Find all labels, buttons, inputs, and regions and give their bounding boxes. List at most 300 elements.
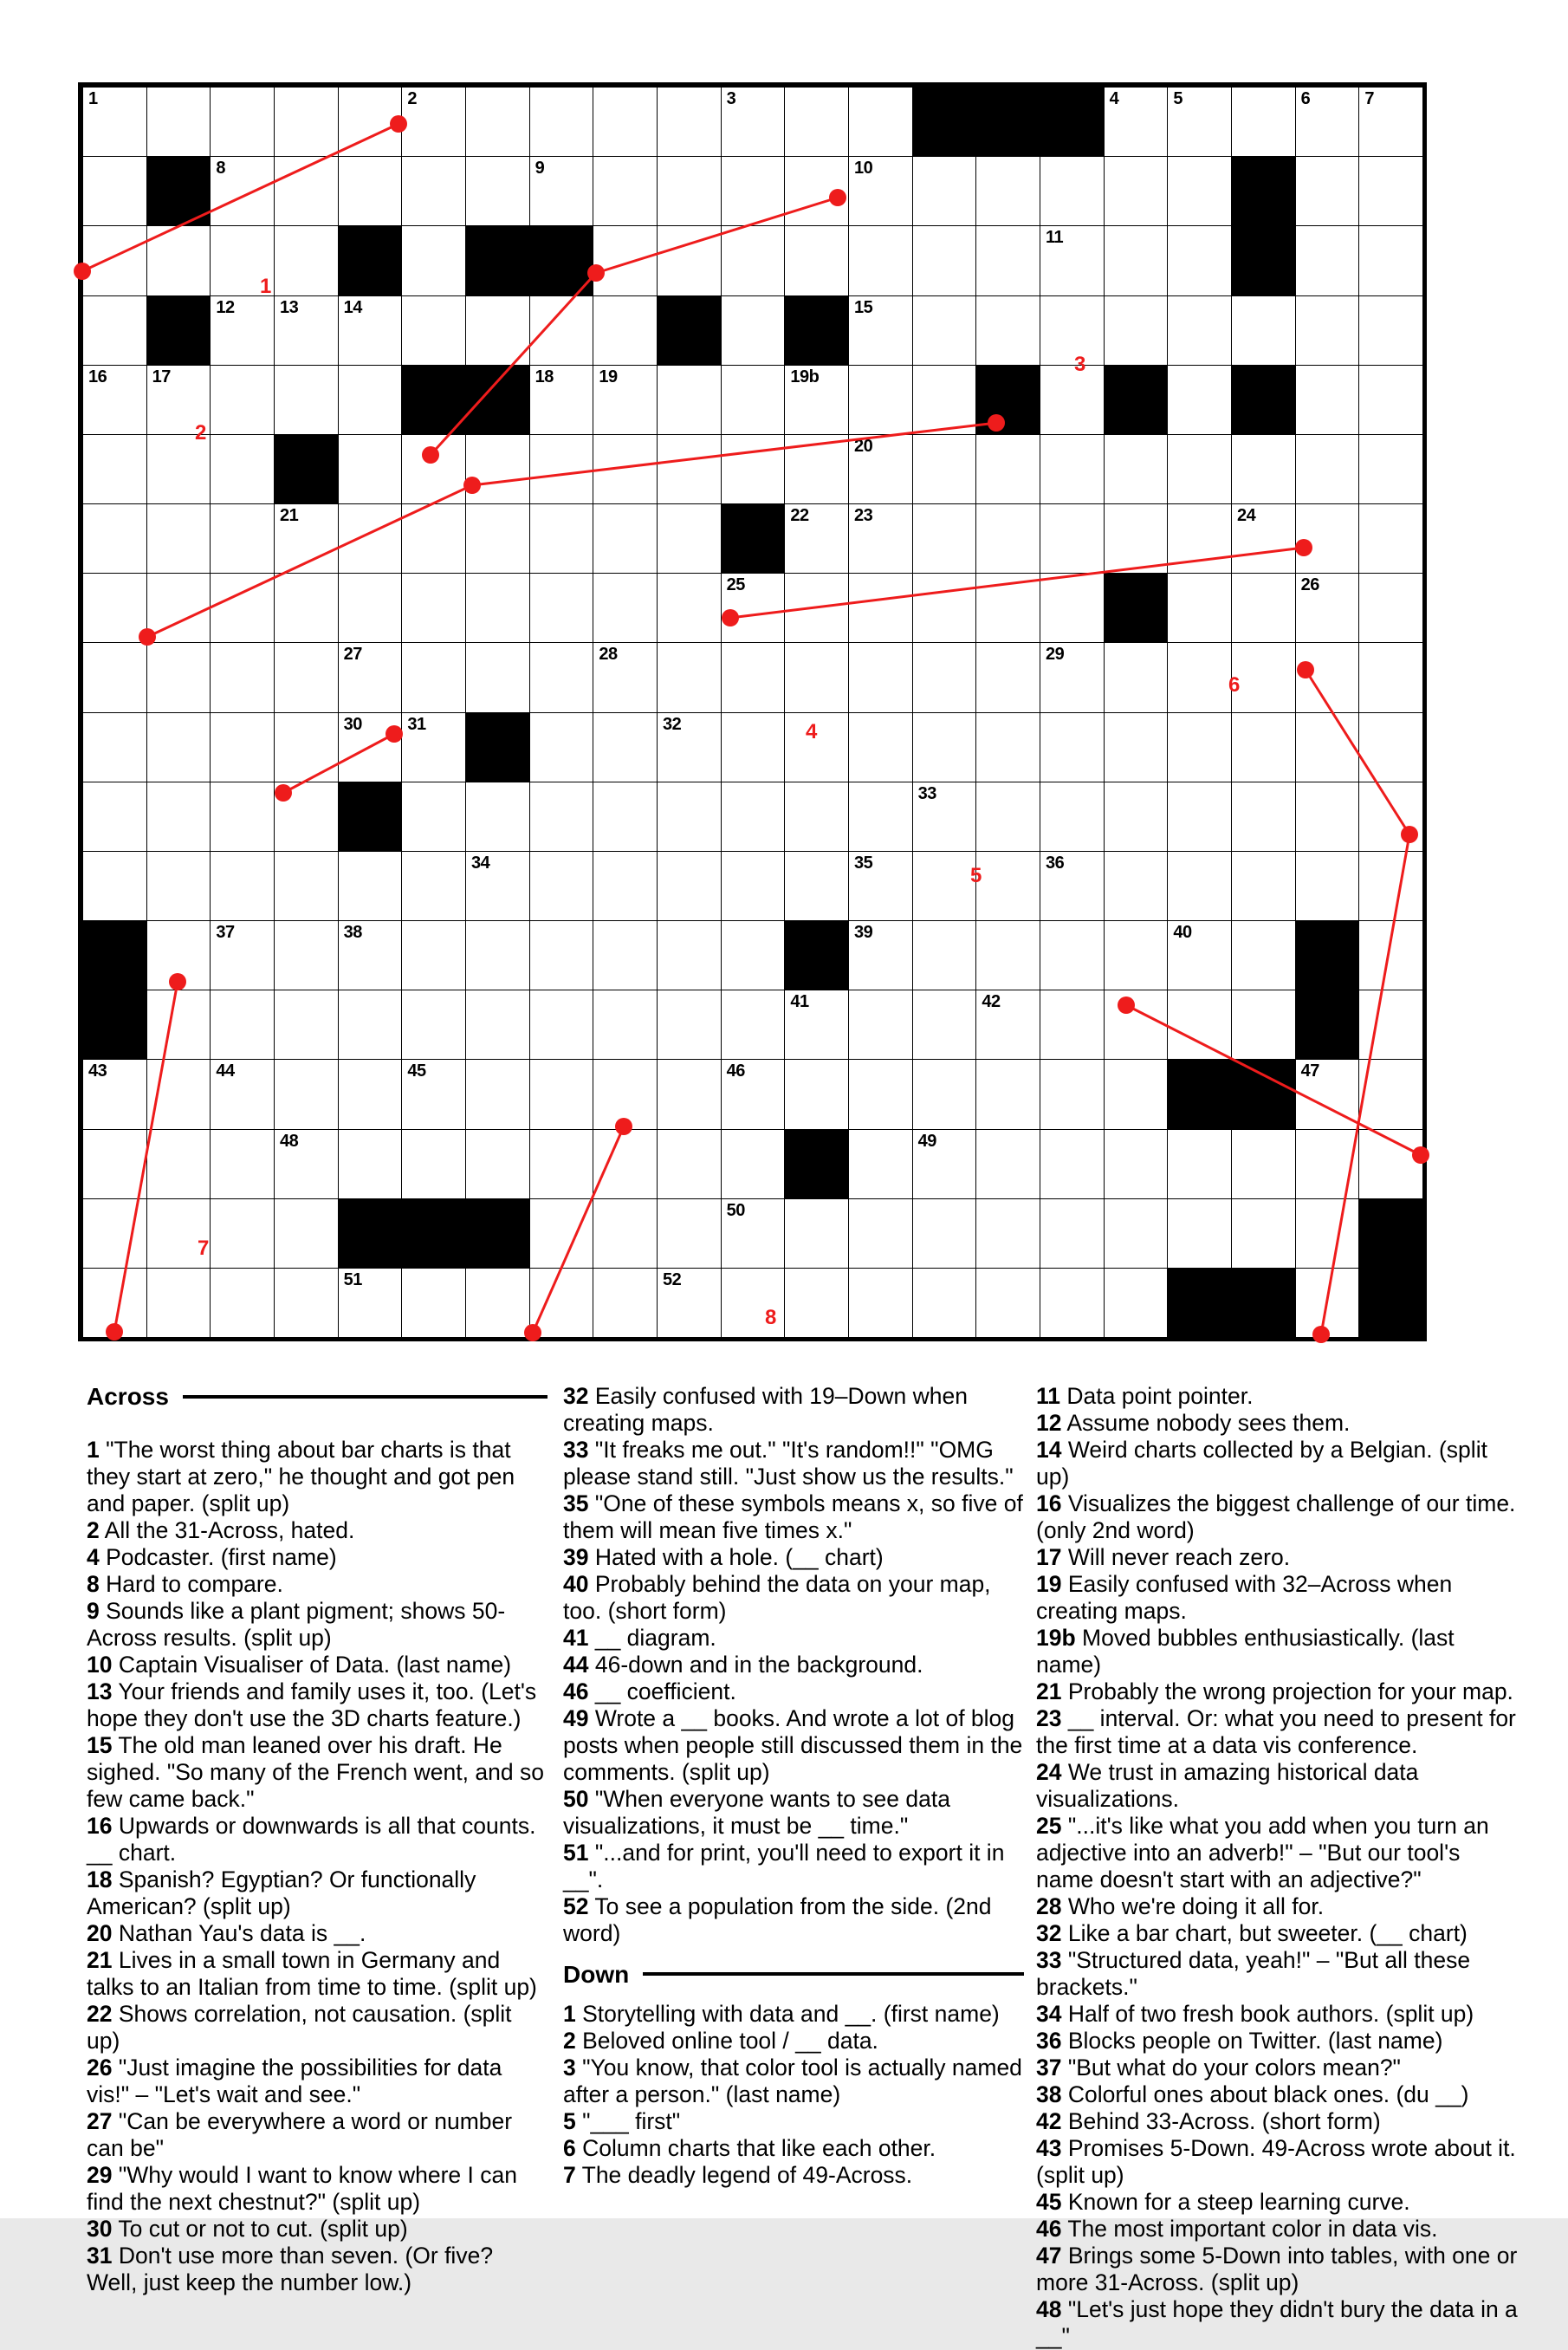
grid-cell[interactable] [210,1268,275,1339]
grid-cell[interactable] [274,1059,339,1130]
grid-cell[interactable] [1167,1129,1232,1200]
grid-cell[interactable] [1167,712,1232,783]
grid-cell[interactable] [338,1268,403,1339]
grid-cell[interactable] [401,782,466,853]
grid-cell[interactable] [1167,573,1232,644]
grid-cell[interactable] [848,295,913,367]
grid-cell[interactable] [1040,573,1105,644]
grid-cell[interactable] [1358,1129,1423,1200]
grid-cell[interactable] [593,225,658,296]
grid-cell[interactable] [1104,434,1169,505]
grid-cell[interactable] [975,1129,1040,1200]
grid-cell[interactable] [1231,573,1296,644]
grid-cell[interactable] [82,434,147,505]
grid-cell[interactable] [465,434,530,505]
grid-cell[interactable] [657,573,722,644]
grid-cell[interactable] [82,1129,147,1200]
grid-cell[interactable] [1231,712,1296,783]
grid-cell[interactable] [401,156,466,227]
grid-cell[interactable] [210,642,275,713]
grid-cell[interactable] [529,642,594,713]
grid-cell[interactable] [657,712,722,783]
grid-cell[interactable] [210,1129,275,1200]
grid-cell[interactable] [338,990,403,1061]
grid-cell[interactable] [657,225,722,296]
grid-cell[interactable] [274,782,339,853]
grid-cell[interactable] [274,712,339,783]
grid-cell[interactable] [1231,295,1296,367]
grid-cell[interactable] [1231,1198,1296,1269]
grid-cell[interactable] [1167,156,1232,227]
grid-cell[interactable] [529,1268,594,1339]
grid-cell[interactable] [593,365,658,436]
grid-cell[interactable] [1358,503,1423,575]
grid-cell[interactable] [210,156,275,227]
grid-cell[interactable] [1358,1059,1423,1130]
grid-cell[interactable] [721,156,786,227]
grid-cell[interactable] [593,156,658,227]
grid-cell[interactable] [1040,712,1105,783]
grid-cell[interactable] [1104,156,1169,227]
grid-cell[interactable] [401,851,466,922]
grid-cell[interactable] [721,712,786,783]
grid-cell[interactable] [784,503,849,575]
grid-cell[interactable] [784,782,849,853]
grid-cell[interactable] [274,990,339,1061]
grid-cell[interactable] [338,503,403,575]
grid-cell[interactable] [975,642,1040,713]
grid-cell[interactable] [274,503,339,575]
grid-cell[interactable] [1104,712,1169,783]
grid-cell[interactable] [593,642,658,713]
grid-cell[interactable] [912,503,977,575]
grid-cell[interactable] [529,434,594,505]
grid-cell[interactable] [721,642,786,713]
grid-cell[interactable] [912,990,977,1061]
grid-cell[interactable] [848,503,913,575]
grid-cell[interactable] [146,434,211,505]
grid-cell[interactable] [721,851,786,922]
grid-cell[interactable] [146,712,211,783]
grid-cell[interactable] [338,712,403,783]
grid-cell[interactable] [721,87,786,158]
grid-cell[interactable] [210,1198,275,1269]
grid-cell[interactable] [1295,573,1360,644]
grid-cell[interactable] [593,295,658,367]
grid-cell[interactable] [401,295,466,367]
grid-cell[interactable] [82,782,147,853]
grid-cell[interactable] [465,990,530,1061]
grid-cell[interactable] [1295,1198,1360,1269]
grid-cell[interactable] [848,365,913,436]
grid-cell[interactable] [784,1059,849,1130]
grid-cell[interactable] [529,1059,594,1130]
grid-cell[interactable] [784,642,849,713]
grid-cell[interactable] [848,642,913,713]
grid-cell[interactable] [1104,920,1169,991]
grid-cell[interactable] [1167,87,1232,158]
grid-cell[interactable] [975,573,1040,644]
grid-cell[interactable] [465,920,530,991]
grid-cell[interactable] [784,87,849,158]
grid-cell[interactable] [1167,920,1232,991]
grid-cell[interactable] [210,782,275,853]
grid-cell[interactable] [274,1129,339,1200]
grid-cell[interactable] [146,1129,211,1200]
grid-cell[interactable] [975,1059,1040,1130]
grid-cell[interactable] [912,156,977,227]
grid-cell[interactable] [1358,920,1423,991]
grid-cell[interactable] [912,642,977,713]
grid-cell[interactable] [274,156,339,227]
grid-cell[interactable] [338,851,403,922]
grid-cell[interactable] [338,87,403,158]
grid-cell[interactable] [210,920,275,991]
grid-cell[interactable] [338,642,403,713]
grid-cell[interactable] [593,1129,658,1200]
grid-cell[interactable] [274,1268,339,1339]
grid-cell[interactable] [657,1129,722,1200]
grid-cell[interactable] [82,503,147,575]
grid-cell[interactable] [1295,1129,1360,1200]
grid-cell[interactable] [721,990,786,1061]
grid-cell[interactable] [82,712,147,783]
grid-cell[interactable] [975,434,1040,505]
grid-cell[interactable] [1104,642,1169,713]
grid-cell[interactable] [82,1059,147,1130]
grid-cell[interactable] [1104,87,1169,158]
grid-cell[interactable] [1295,642,1360,713]
grid-cell[interactable] [529,573,594,644]
grid-cell[interactable] [465,1059,530,1130]
grid-cell[interactable] [338,1059,403,1130]
grid-cell[interactable] [82,156,147,227]
grid-cell[interactable] [1167,295,1232,367]
grid-cell[interactable] [657,1059,722,1130]
grid-cell[interactable] [1295,156,1360,227]
grid-cell[interactable] [1167,642,1232,713]
grid-cell[interactable] [593,990,658,1061]
grid-cell[interactable] [848,712,913,783]
grid-cell[interactable] [657,365,722,436]
grid-cell[interactable] [1040,920,1105,991]
grid-cell[interactable] [657,87,722,158]
grid-cell[interactable] [465,1129,530,1200]
grid-cell[interactable] [82,642,147,713]
grid-cell[interactable] [1040,225,1105,296]
grid-cell[interactable] [465,295,530,367]
grid-cell[interactable] [975,1198,1040,1269]
grid-cell[interactable] [1167,225,1232,296]
grid-cell[interactable] [146,990,211,1061]
grid-cell[interactable] [1358,712,1423,783]
grid-cell[interactable] [657,1268,722,1339]
grid-cell[interactable] [1167,503,1232,575]
grid-cell[interactable] [274,1198,339,1269]
grid-cell[interactable] [82,225,147,296]
grid-cell[interactable] [721,1129,786,1200]
grid-cell[interactable] [146,225,211,296]
grid-cell[interactable] [1167,990,1232,1061]
grid-cell[interactable] [1104,1059,1169,1130]
grid-cell[interactable] [1295,87,1360,158]
grid-cell[interactable] [975,782,1040,853]
grid-cell[interactable] [1358,851,1423,922]
grid-cell[interactable] [1167,1198,1232,1269]
grid-cell[interactable] [1231,87,1296,158]
grid-cell[interactable] [975,920,1040,991]
grid-cell[interactable] [784,573,849,644]
grid-cell[interactable] [1295,1268,1360,1339]
grid-cell[interactable] [338,295,403,367]
grid-cell[interactable] [401,920,466,991]
grid-cell[interactable] [1167,782,1232,853]
grid-cell[interactable] [784,851,849,922]
grid-cell[interactable] [1231,434,1296,505]
grid-cell[interactable] [401,573,466,644]
grid-cell[interactable] [1167,365,1232,436]
grid-cell[interactable] [848,156,913,227]
grid-cell[interactable] [338,573,403,644]
grid-cell[interactable] [784,434,849,505]
grid-cell[interactable] [784,1198,849,1269]
grid-cell[interactable] [912,712,977,783]
grid-cell[interactable] [721,920,786,991]
grid-cell[interactable] [848,851,913,922]
grid-cell[interactable] [529,1129,594,1200]
grid-cell[interactable] [721,225,786,296]
grid-cell[interactable] [274,573,339,644]
grid-cell[interactable] [401,503,466,575]
grid-cell[interactable] [975,295,1040,367]
grid-cell[interactable] [210,712,275,783]
grid-cell[interactable] [146,851,211,922]
grid-cell[interactable] [1295,851,1360,922]
grid-cell[interactable] [274,851,339,922]
grid-cell[interactable] [975,156,1040,227]
grid-cell[interactable] [82,295,147,367]
grid-cell[interactable] [401,1059,466,1130]
grid-cell[interactable] [1358,642,1423,713]
grid-cell[interactable] [1231,920,1296,991]
grid-cell[interactable] [401,1129,466,1200]
grid-cell[interactable] [146,87,211,158]
grid-cell[interactable] [1167,851,1232,922]
grid-cell[interactable] [657,920,722,991]
grid-cell[interactable] [657,782,722,853]
grid-cell[interactable] [529,712,594,783]
grid-cell[interactable] [465,87,530,158]
grid-cell[interactable] [975,712,1040,783]
grid-cell[interactable] [912,434,977,505]
grid-cell[interactable] [593,1268,658,1339]
grid-cell[interactable] [465,782,530,853]
grid-cell[interactable] [975,503,1040,575]
grid-cell[interactable] [146,1198,211,1269]
grid-cell[interactable] [338,434,403,505]
grid-cell[interactable] [784,990,849,1061]
grid-cell[interactable] [401,225,466,296]
grid-cell[interactable] [210,503,275,575]
grid-cell[interactable] [146,782,211,853]
grid-cell[interactable] [1040,365,1105,436]
grid-cell[interactable] [721,1059,786,1130]
grid-cell[interactable] [1040,295,1105,367]
grid-cell[interactable] [529,851,594,922]
grid-cell[interactable] [210,573,275,644]
grid-cell[interactable] [1040,1268,1105,1339]
grid-cell[interactable] [1295,225,1360,296]
grid-cell[interactable] [1231,503,1296,575]
grid-cell[interactable] [1104,1198,1169,1269]
grid-cell[interactable] [338,1129,403,1200]
grid-cell[interactable] [82,573,147,644]
grid-cell[interactable] [1358,295,1423,367]
grid-cell[interactable] [657,156,722,227]
grid-cell[interactable] [1040,1198,1105,1269]
grid-cell[interactable] [1104,1268,1169,1339]
grid-cell[interactable] [465,503,530,575]
grid-cell[interactable] [912,1129,977,1200]
grid-cell[interactable] [1040,1129,1105,1200]
grid-cell[interactable] [912,573,977,644]
grid-cell[interactable] [529,156,594,227]
grid-cell[interactable] [274,225,339,296]
grid-cell[interactable] [529,295,594,367]
grid-cell[interactable] [146,920,211,991]
grid-cell[interactable] [146,642,211,713]
grid-cell[interactable] [593,434,658,505]
grid-cell[interactable] [593,712,658,783]
grid-cell[interactable] [1040,782,1105,853]
grid-cell[interactable] [721,434,786,505]
grid-cell[interactable] [912,295,977,367]
grid-cell[interactable] [465,156,530,227]
grid-cell[interactable] [1040,1059,1105,1130]
grid-cell[interactable] [975,990,1040,1061]
grid-cell[interactable] [401,1268,466,1339]
grid-cell[interactable] [82,1268,147,1339]
grid-cell[interactable] [529,365,594,436]
grid-cell[interactable] [721,782,786,853]
grid-cell[interactable] [721,365,786,436]
grid-cell[interactable] [82,87,147,158]
grid-cell[interactable] [210,1059,275,1130]
grid-cell[interactable] [848,1129,913,1200]
grid-cell[interactable] [82,365,147,436]
grid-cell[interactable] [146,1059,211,1130]
grid-cell[interactable] [912,365,977,436]
grid-cell[interactable] [529,990,594,1061]
grid-cell[interactable] [1040,156,1105,227]
grid-cell[interactable] [721,1198,786,1269]
grid-cell[interactable] [848,1268,913,1339]
grid-cell[interactable] [465,851,530,922]
grid-cell[interactable] [848,434,913,505]
grid-cell[interactable] [210,434,275,505]
grid-cell[interactable] [146,365,211,436]
grid-cell[interactable] [529,782,594,853]
grid-cell[interactable] [274,920,339,991]
grid-cell[interactable] [1104,503,1169,575]
grid-cell[interactable] [529,87,594,158]
grid-cell[interactable] [784,1268,849,1339]
grid-cell[interactable] [912,782,977,853]
grid-cell[interactable] [1231,642,1296,713]
grid-cell[interactable] [657,1198,722,1269]
grid-cell[interactable] [465,1268,530,1339]
grid-cell[interactable] [657,642,722,713]
grid-cell[interactable] [784,365,849,436]
grid-cell[interactable] [401,434,466,505]
grid-cell[interactable] [1231,782,1296,853]
grid-cell[interactable] [912,225,977,296]
grid-cell[interactable] [721,295,786,367]
grid-cell[interactable] [593,573,658,644]
grid-cell[interactable] [975,1268,1040,1339]
grid-cell[interactable] [1104,225,1169,296]
grid-cell[interactable] [210,295,275,367]
grid-cell[interactable] [593,503,658,575]
grid-cell[interactable] [593,1198,658,1269]
grid-cell[interactable] [721,1268,786,1339]
grid-cell[interactable] [1295,1059,1360,1130]
grid-cell[interactable] [465,573,530,644]
grid-cell[interactable] [401,712,466,783]
grid-cell[interactable] [912,1198,977,1269]
grid-cell[interactable] [657,990,722,1061]
grid-cell[interactable] [1295,365,1360,436]
grid-cell[interactable] [657,503,722,575]
grid-cell[interactable] [975,225,1040,296]
grid-cell[interactable] [784,156,849,227]
grid-cell[interactable] [274,295,339,367]
grid-cell[interactable] [784,225,849,296]
grid-cell[interactable] [721,573,786,644]
grid-cell[interactable] [1295,503,1360,575]
grid-cell[interactable] [657,851,722,922]
grid-cell[interactable] [912,851,977,922]
grid-cell[interactable] [210,851,275,922]
grid-cell[interactable] [593,87,658,158]
grid-cell[interactable] [593,782,658,853]
grid-cell[interactable] [338,920,403,991]
grid-cell[interactable] [1358,573,1423,644]
grid-cell[interactable] [848,225,913,296]
grid-cell[interactable] [1358,156,1423,227]
grid-cell[interactable] [274,87,339,158]
grid-cell[interactable] [529,920,594,991]
grid-cell[interactable] [529,1198,594,1269]
grid-cell[interactable] [210,87,275,158]
grid-cell[interactable] [848,87,913,158]
grid-cell[interactable] [975,851,1040,922]
grid-cell[interactable] [146,1268,211,1339]
grid-cell[interactable] [1167,434,1232,505]
grid-cell[interactable] [593,851,658,922]
grid-cell[interactable] [1040,851,1105,922]
grid-cell[interactable] [274,642,339,713]
grid-cell[interactable] [146,503,211,575]
grid-cell[interactable] [593,920,658,991]
grid-cell[interactable] [82,851,147,922]
grid-cell[interactable] [1231,1129,1296,1200]
grid-cell[interactable] [1231,990,1296,1061]
grid-cell[interactable] [1040,434,1105,505]
grid-cell[interactable] [1295,295,1360,367]
grid-cell[interactable] [912,1059,977,1130]
grid-cell[interactable] [1104,782,1169,853]
